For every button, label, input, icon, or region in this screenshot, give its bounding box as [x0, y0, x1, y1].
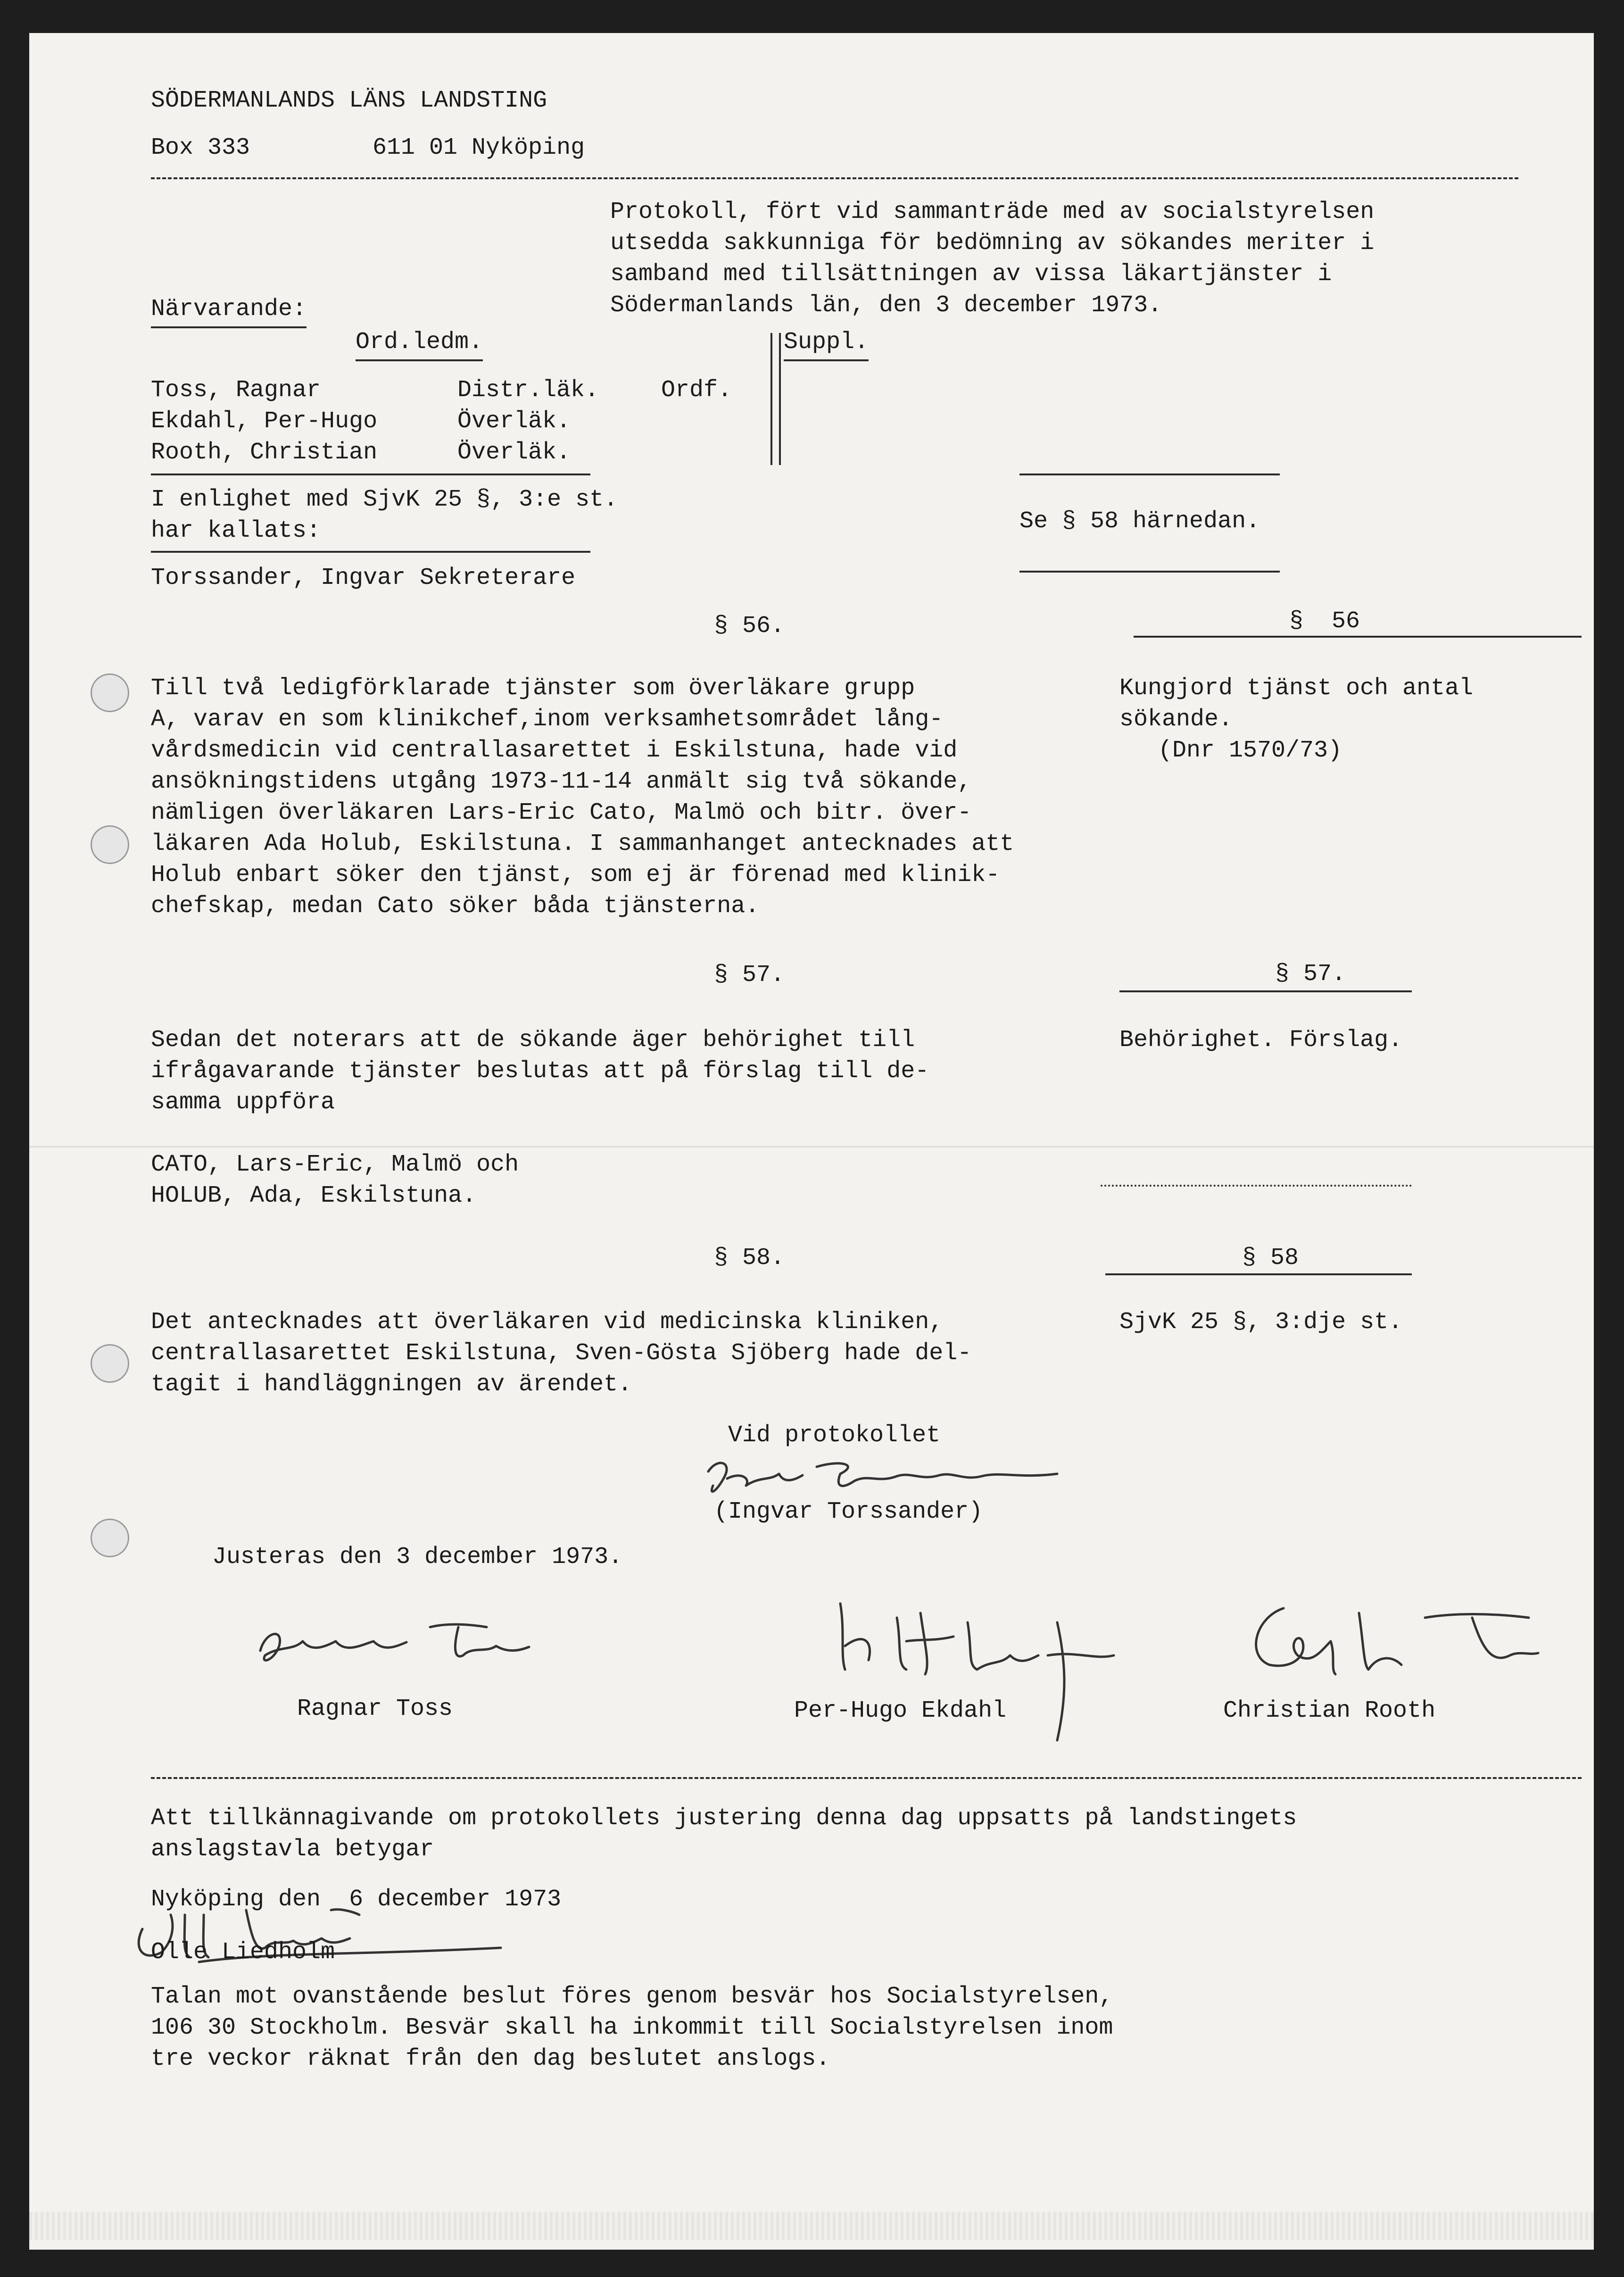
margin-line-58: SjvK 25 §, 3:dje st.	[1119, 1309, 1403, 1336]
members-rule	[151, 474, 590, 475]
body-line: Holub enbart söker den tjänst, som ej är förenad med klinik-	[151, 862, 1000, 889]
margin-heading-58: § 58	[1242, 1245, 1299, 1271]
summoned-line: I enlighet med SjvK 25 §, 3:e st.	[151, 486, 618, 513]
scan-edge	[29, 2212, 1594, 2240]
signature-rooth	[1227, 1599, 1566, 1684]
notice-rule	[151, 1777, 1582, 1779]
see-reference: Se § 58 härnedan.	[1019, 508, 1260, 535]
notice-signer: Olle Liedholm	[151, 1939, 335, 1966]
body-line: centrallasarettet Eskilstuna, Sven-Gösta Sjöberg hade del-	[151, 1340, 972, 1367]
margin-line-56: sökande.	[1119, 706, 1233, 733]
member-title: Överläk.	[457, 408, 571, 435]
body-line: Det antecknades att överläkaren vid medicinska kliniken,	[151, 1309, 944, 1336]
document-sheet	[29, 33, 1594, 2250]
section-heading-57: § 57.	[714, 962, 785, 989]
section-heading-58: § 58.	[714, 1245, 785, 1271]
intro-line: Protokoll, fört vid sammanträde med av socialstyrelsen	[610, 199, 1375, 225]
signer-name: Christian Rooth	[1223, 1697, 1436, 1724]
member-name: Toss, Ragnar	[151, 377, 321, 404]
see-rule	[1019, 571, 1280, 573]
body-line: ansökningstidens utgång 1973-11-14 anmält sig två sökande,	[151, 768, 972, 795]
body-line: samma uppföra	[151, 1089, 335, 1116]
suppl-label: Suppl.	[784, 326, 869, 361]
margin-line-57: Behörighet. Förslag.	[1119, 1027, 1403, 1054]
body-line: chefskap, medan Cato söker båda tjänsterna.	[151, 893, 760, 920]
intro-line: Södermanlands län, den 3 december 1973.	[610, 292, 1162, 319]
candidate: HOLUB, Ada, Eskilstuna.	[151, 1182, 477, 1209]
fold-line	[29, 1146, 1594, 1147]
intro-line: utsedda sakkunniga för bedömning av sökandes meriter i	[610, 230, 1375, 257]
margin-rule-57	[1119, 990, 1412, 992]
punch-hole	[91, 1344, 129, 1383]
punch-hole	[91, 673, 129, 712]
body-line: A, varav en som klinikchef,inom verksamhetsområdet lång-	[151, 706, 944, 733]
margin-heading-56: § 56	[1289, 608, 1360, 635]
signature-ekdahl	[812, 1589, 1199, 1778]
column-divider	[771, 333, 772, 465]
column-divider	[779, 333, 781, 465]
body-line: nämligen överläkaren Lars-Eric Cato, Malmö och bitr. över-	[151, 799, 972, 826]
summoned-line: har kallats:	[151, 517, 321, 544]
margin-rule-dotted	[1101, 1185, 1412, 1187]
margin-line-56: (Dnr 1570/73)	[1158, 737, 1342, 764]
ord-label: Ord.ledm.	[356, 326, 483, 361]
body-line: ifrågavarande tjänster beslutas att på förslag till de-	[151, 1058, 929, 1085]
notice-line: anslagstavla betygar	[151, 1836, 434, 1863]
member-name: Ekdahl, Per-Hugo	[151, 408, 378, 435]
intro-line: samband med tillsättningen av vissa läkartjänster i	[610, 261, 1332, 288]
secretary-name: (Ingvar Torssander)	[714, 1498, 983, 1525]
justeras-line: Justeras den 3 december 1973.	[212, 1544, 623, 1571]
margin-heading-57: § 57.	[1275, 961, 1346, 988]
appeal-line: Talan mot ovanstående beslut föres genom besvär hos Socialstyrelsen,	[151, 1983, 1113, 2010]
org-name: SÖDERMANLANDS LÄNS LANDSTING	[151, 87, 547, 114]
body-line: vårdsmedicin vid centrallasarettet i Eskilstuna, hade vid	[151, 737, 958, 764]
vid-protokollet: Vid protokollet	[728, 1422, 941, 1449]
org-box: Box 333	[151, 134, 250, 161]
body-line: Sedan det noterars att de sökande äger behörighet till	[151, 1027, 915, 1054]
header-rule	[151, 177, 1518, 179]
appeal-line: 106 30 Stockholm. Besvär skall ha inkommit till Socialstyrelsen inom	[151, 2014, 1113, 2041]
member-name: Rooth, Christian	[151, 439, 378, 466]
candidate: CATO, Lars-Eric, Malmö och	[151, 1151, 519, 1178]
notice-place-date: Nyköping den 6 december 1973	[151, 1886, 562, 1913]
member-title: Överläk.	[457, 439, 571, 466]
body-line: läkaren Ada Holub, Eskilstuna. I sammanhanget antecknades att	[151, 831, 1014, 857]
present-label: Närvarande:	[151, 293, 307, 328]
body-line: tagit i handläggningen av ärendet.	[151, 1371, 632, 1398]
member-title: Distr.läk.	[457, 377, 599, 404]
punch-hole	[91, 1519, 129, 1557]
margin-line-56: Kungjord tjänst och antal	[1119, 675, 1474, 702]
appeal-line: tre veckor räknat från den dag beslutet anslogs.	[151, 2045, 830, 2072]
org-postal: 611 01 Nyköping	[373, 134, 585, 161]
punch-hole	[91, 825, 129, 864]
section-heading-56: § 56.	[714, 613, 785, 640]
summoned-rule	[151, 551, 590, 553]
signature-toss	[251, 1608, 581, 1684]
body-line: Till två ledigförklarade tjänster som överläkare grupp	[151, 675, 915, 702]
secretary: Torssander, Ingvar Sekreterare	[151, 565, 576, 591]
suppl-rule	[1019, 474, 1280, 475]
member-role: Ordf.	[661, 377, 732, 404]
notice-line: Att tillkännagivande om protokollets justering denna dag uppsatts på landstingets	[151, 1805, 1297, 1832]
signer-name: Ragnar Toss	[297, 1695, 453, 1722]
signer-name: Per-Hugo Ekdahl	[794, 1697, 1007, 1724]
